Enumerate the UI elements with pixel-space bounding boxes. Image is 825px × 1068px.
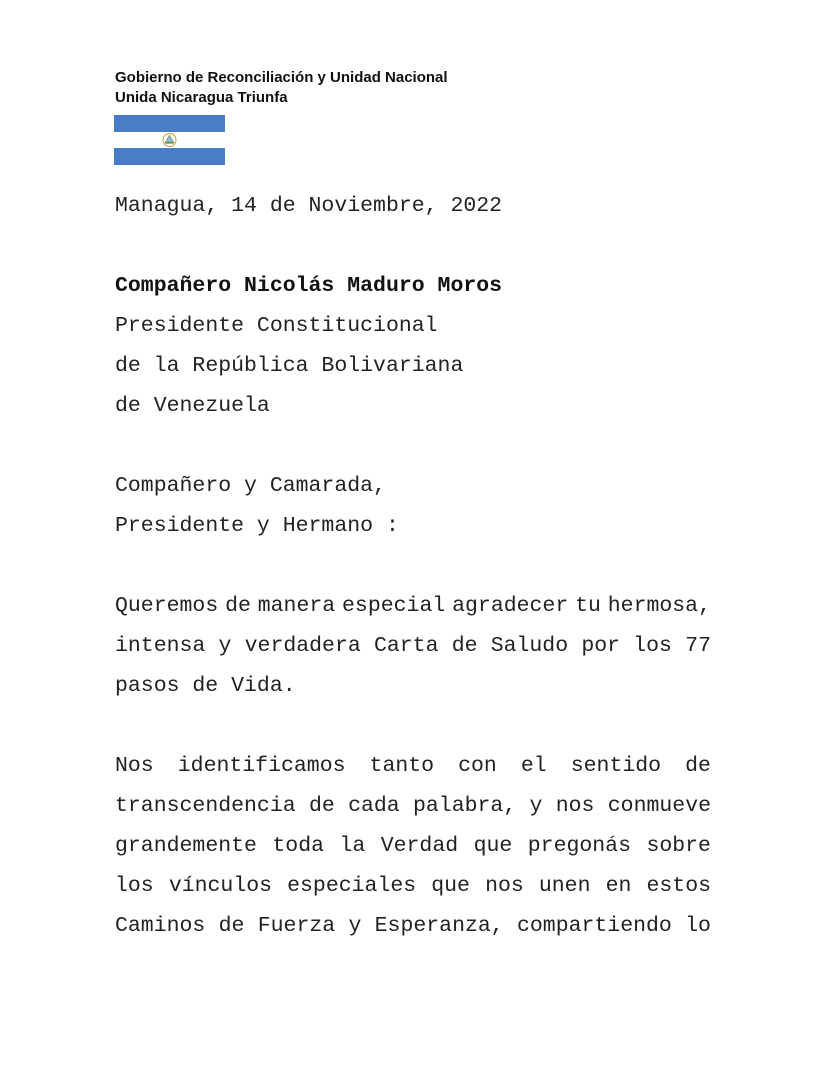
paragraph-2-line <box>115 866 711 906</box>
paragraph-1-line <box>115 586 711 626</box>
word: estos <box>646 874 711 898</box>
word: agradecer <box>452 594 569 618</box>
letterhead <box>115 68 448 108</box>
word: vínculos <box>168 874 273 898</box>
word: toda <box>272 834 324 858</box>
word: los <box>633 634 672 658</box>
word: pasos <box>115 674 180 698</box>
word: nos <box>485 874 524 898</box>
word: lo <box>685 914 711 938</box>
word: manera <box>257 594 336 618</box>
word: especiales <box>287 874 417 898</box>
word: sobre <box>646 834 711 858</box>
word: que <box>473 834 513 858</box>
word: tu <box>575 594 601 618</box>
word: de <box>308 794 335 818</box>
recipient-title-line-1: Presidente Constitucional <box>115 314 438 338</box>
salutation-line-2: Presidente y Hermano : <box>115 514 399 538</box>
word: con <box>458 754 497 778</box>
word: de <box>218 914 245 938</box>
letter-body <box>115 186 711 946</box>
paragraph-2-line <box>115 826 711 866</box>
paragraph-2 <box>115 746 711 946</box>
letterhead-government-name: Gobierno de Reconciliación y Unidad Nacional <box>115 69 448 86</box>
word: de <box>225 594 251 618</box>
word: identificamos <box>177 754 346 778</box>
paragraph-2-line <box>115 746 711 786</box>
word: por <box>581 634 621 658</box>
word: de <box>451 634 478 658</box>
word: y <box>218 634 232 658</box>
nicaragua-flag-icon <box>114 115 225 165</box>
word: sentido <box>570 754 662 778</box>
salutation-line-1: Compañero y Camarada, <box>115 474 386 498</box>
paragraph-1-line <box>115 626 711 666</box>
word: Vida. <box>231 674 296 698</box>
word: Fuerza <box>257 914 336 938</box>
word: Verdad <box>380 834 459 858</box>
word: palabra, <box>413 794 517 818</box>
word: la <box>339 834 366 858</box>
recipient-name: Compañero Nicolás Maduro Moros <box>115 274 503 298</box>
word: grandemente <box>115 834 257 858</box>
word: de <box>192 674 219 698</box>
word: cada <box>348 794 400 818</box>
word: intensa <box>115 634 206 658</box>
word: verdadera <box>244 634 361 658</box>
word: nos <box>555 794 595 818</box>
paragraph-2-line <box>115 906 711 946</box>
word: transcendencia <box>115 794 296 818</box>
word: especial <box>342 594 446 618</box>
paragraph-2-line <box>115 786 711 826</box>
word: conmueve <box>607 794 711 818</box>
word: el <box>520 754 547 778</box>
letterhead-slogan: Unida Nicaragua Triunfa <box>115 89 288 106</box>
word: hermosa, <box>607 594 711 618</box>
word: y <box>529 794 543 818</box>
word: y <box>348 914 362 938</box>
word: pregonás <box>527 834 631 858</box>
word: Queremos <box>115 594 219 618</box>
letter-date: Managua, 14 de Noviembre, 2022 <box>115 194 503 218</box>
word: Esperanza, <box>374 914 504 938</box>
word: Nos <box>115 754 154 778</box>
word: que <box>431 874 470 898</box>
word: tanto <box>369 754 435 778</box>
paragraph-1 <box>115 586 711 706</box>
word: Saludo <box>490 634 569 658</box>
word: Caminos <box>115 914 206 938</box>
word: de <box>685 754 711 778</box>
word: los <box>115 874 154 898</box>
recipient-title-line-2: de la República Bolivariana <box>115 354 464 378</box>
word: 77 <box>685 634 711 658</box>
word: en <box>605 874 632 898</box>
paragraph-1-line <box>115 666 711 706</box>
word: Carta <box>373 634 439 658</box>
word: compartiendo <box>516 914 672 938</box>
word: unen <box>538 874 591 898</box>
recipient-title-line-3: de Venezuela <box>115 394 270 418</box>
